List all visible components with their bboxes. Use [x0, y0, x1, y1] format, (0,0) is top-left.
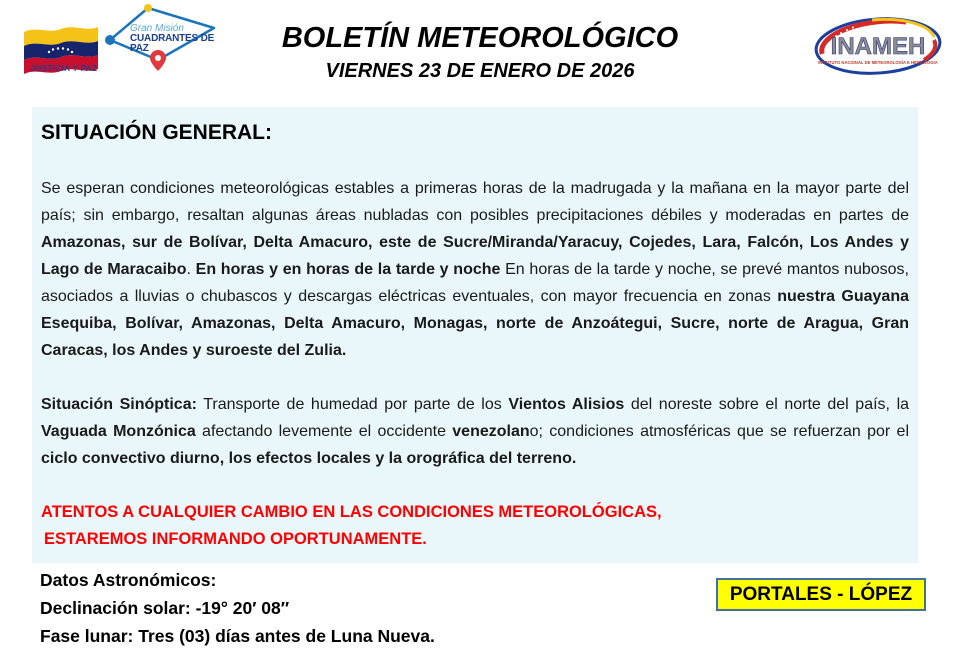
- gran-mision-label: Gran Misión: [130, 23, 184, 34]
- weather-alert: [41, 499, 909, 553]
- forecast-paragraph: Se esperan condiciones meteorológicas estables a primeras horas de la madrugada y la mañana en la mayor parte del país; sin embargo, resaltan algunas áreas nubladas con posibles precipitaciones débiles y moderadas en partes de Amazonas, sur de Bolívar, Delta Amacuro, este de Sucre/Miranda/Yaracuy, Cojedes, Lara, Falcón, Los Andes y Lago de Maracaibo. En horas y en horas de la tarde y noche En horas de la tarde y noche, se prevé mantos nubosos, asociados a lluvias o chubascos y descargas eléctricas eventuales, con mayor frecuencia en zonas nuestra Guayana Esequiba, Bolívar, Amazonas, Delta Amacuro, Monagas, norte de Anzoátegui, Sucre, norte de Aragua, Gran Caracas, los Andes y suroeste del Zulia.: [41, 180, 910, 359]
- bulletin-date: VIERNES 23 DE ENERO DE 2026: [325, 60, 635, 82]
- title-block: [240, 22, 720, 83]
- cuadrantes-label: CUADRANTES DE PAZ: [130, 33, 215, 54]
- astro-heading: Datos Astronómicos:: [40, 570, 217, 590]
- justicia-paz-label: JUSTICIA Y PAZ: [30, 64, 98, 73]
- synoptic-paragraph: Situación Sinóptica: Transporte de humedad por parte de los Vientos Alisios del noreste sobre el norte del país, la Vaguada Monzónica afectando levemente el occidente venezolano; condiciones atmosféricas que se refuerzan por el ciclo convectivo diurno, los efectos locales y la orográfica del terreno.: [41, 396, 910, 467]
- forecaster-badge: PORTALES - LÓPEZ: [716, 578, 926, 611]
- inameh-logo: [812, 12, 944, 92]
- inameh-subtext: INSTITUTO NACIONAL DE METEOROLOGÍA E HIDROLOGÍA: [818, 60, 938, 65]
- cuadrantes-text: [130, 24, 226, 54]
- moon-phase: Fase lunar: Tres (03) días antes de Luna Nueva.: [40, 626, 435, 646]
- cuadrantes-de-paz-logo: [96, 0, 226, 74]
- situacion-general-heading: SITUACIÓN GENERAL:: [41, 121, 272, 144]
- alert-line-1: ATENTOS A CUALQUIER CAMBIO EN LAS CONDICIONES METEOROLÓGICAS,: [41, 503, 662, 521]
- solar-declination: Declinación solar: -19° 20′ 08″: [40, 598, 290, 618]
- astronomical-data: [40, 566, 435, 650]
- svg-text:INAMEH: INAMEH: [830, 33, 926, 60]
- situacion-general-box: [32, 107, 918, 563]
- alert-line-2: ESTAREMOS INFORMANDO OPORTUNAMENTE.: [44, 530, 427, 548]
- header: [0, 0, 960, 107]
- bulletin-title: BOLETÍN METEOROLÓGICO: [281, 22, 679, 54]
